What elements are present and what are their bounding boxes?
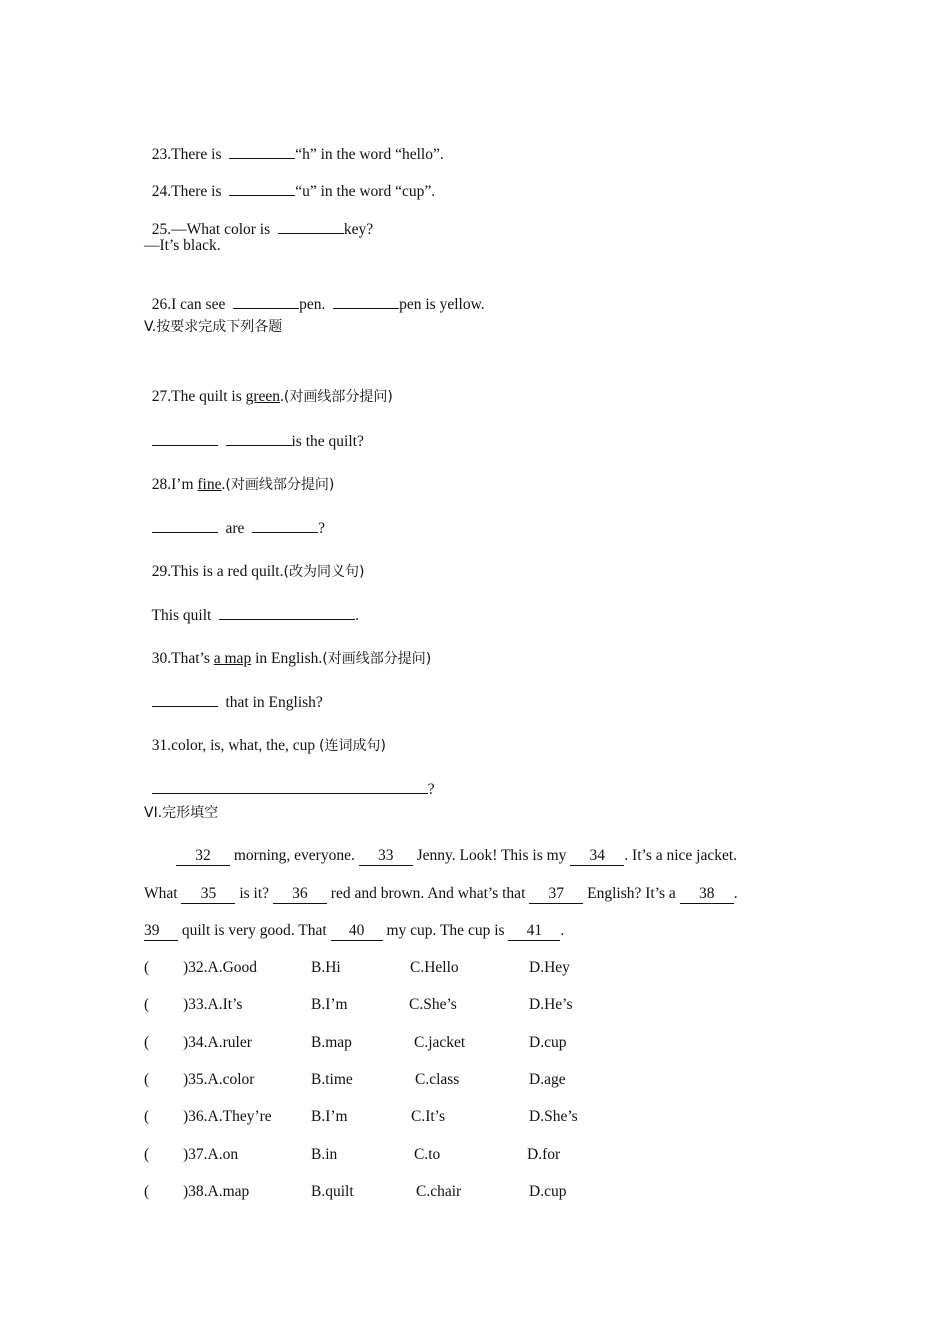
option-c[interactable]: C.She’s xyxy=(409,996,457,1013)
option-d[interactable]: D.cup xyxy=(529,1183,567,1200)
question-27: 27.The quilt is green.(对画线部分提问) xyxy=(151,388,393,405)
option-b[interactable]: B.I’m xyxy=(311,996,348,1013)
option-a[interactable]: )38.A.map xyxy=(183,1183,250,1200)
option-c[interactable]: C.Hello xyxy=(410,959,459,976)
option-c[interactable]: C.class xyxy=(415,1071,460,1088)
question-26: 26.I can see pen. pen is yellow. xyxy=(151,296,485,313)
answer-paren[interactable]: ( xyxy=(144,1071,150,1088)
option-a[interactable]: )35.A.color xyxy=(183,1071,255,1088)
question-25-answer: —It’s black. xyxy=(144,237,221,254)
answer-blank[interactable] xyxy=(152,431,218,446)
answer-paren[interactable]: ( xyxy=(144,959,150,976)
question-29-answer-line: This quilt . xyxy=(151,607,359,624)
passage-blank-32[interactable]: 32 xyxy=(176,847,230,866)
question-30-answer-line: that in English? xyxy=(144,672,323,713)
answer-blank[interactable] xyxy=(233,294,299,309)
answer-blank[interactable] xyxy=(252,518,318,533)
option-a[interactable]: )32.A.Good xyxy=(183,959,258,976)
option-b[interactable]: B.quilt xyxy=(311,1183,354,1200)
option-c[interactable]: C.It’s xyxy=(411,1108,446,1125)
answer-blank[interactable] xyxy=(229,181,295,196)
passage-blank-40[interactable]: 40 xyxy=(331,922,383,941)
passage-blank-41[interactable]: 41 xyxy=(508,922,560,941)
question-30: 30.That’s a map in English.(对画线部分提问) xyxy=(151,650,432,667)
option-a[interactable]: )33.A.It’s xyxy=(183,996,243,1013)
option-b[interactable]: B.map xyxy=(311,1034,352,1051)
question-28-answer-line: are ? xyxy=(144,498,325,539)
question-31: 31.color, is, what, the, cup (连词成句) xyxy=(151,737,386,754)
answer-blank[interactable] xyxy=(226,431,292,446)
passage-line-3: 39 quilt is very good. That 40 my cup. The cup is 41 . xyxy=(144,922,565,939)
question-25: 25.—What color is key? xyxy=(151,221,374,238)
answer-blank[interactable] xyxy=(219,605,355,620)
option-b[interactable]: B.Hi xyxy=(311,959,341,976)
option-d[interactable]: D.He’s xyxy=(529,996,573,1013)
answer-blank[interactable] xyxy=(229,144,295,159)
passage-line-2: What 35 is it? 36 red and brown. And what’s that 37 English? It’s a 38 . xyxy=(144,885,738,902)
answer-paren[interactable]: ( xyxy=(144,1146,150,1163)
passage-blank-37[interactable]: 37 xyxy=(529,885,583,904)
answer-blank[interactable] xyxy=(333,294,399,309)
option-c[interactable]: C.chair xyxy=(416,1183,462,1200)
option-d[interactable]: D.She’s xyxy=(529,1108,578,1125)
question-27-answer-line: is the quilt? xyxy=(144,411,364,452)
passage-blank-35[interactable]: 35 xyxy=(181,885,235,904)
passage-blank-33[interactable]: 33 xyxy=(359,847,413,866)
answer-blank[interactable] xyxy=(278,219,344,234)
option-d[interactable]: D.Hey xyxy=(529,959,570,976)
section-title-v: V.按要求完成下列各题 xyxy=(144,319,283,335)
option-b[interactable]: B.time xyxy=(311,1071,353,1088)
option-d[interactable]: D.age xyxy=(529,1071,566,1088)
answer-paren[interactable]: ( xyxy=(144,1183,150,1200)
question-28: 28.I’m fine.(对画线部分提问) xyxy=(151,476,335,493)
answer-blank[interactable] xyxy=(152,779,428,794)
option-d[interactable]: D.cup xyxy=(529,1034,567,1051)
question-24: 24.There is “u” in the word “cup”. xyxy=(151,183,436,200)
option-a[interactable]: )34.A.ruler xyxy=(183,1034,252,1051)
passage-blank-38[interactable]: 38 xyxy=(680,885,734,904)
option-d[interactable]: D.for xyxy=(527,1146,561,1163)
answer-paren[interactable]: ( xyxy=(144,1108,150,1125)
question-29: 29.This is a red quilt.(改为同义句) xyxy=(151,563,365,580)
option-b[interactable]: B.in xyxy=(311,1146,338,1163)
passage-blank-39[interactable]: 39 xyxy=(144,922,178,941)
option-c[interactable]: C.to xyxy=(414,1146,441,1163)
option-b[interactable]: B.I’m xyxy=(311,1108,348,1125)
answer-blank[interactable] xyxy=(152,518,218,533)
answer-paren[interactable]: ( xyxy=(144,1034,150,1051)
answer-blank[interactable] xyxy=(152,692,218,707)
section-title-vi: VI.完形填空 xyxy=(144,805,219,821)
passage-blank-34[interactable]: 34 xyxy=(570,847,624,866)
option-a[interactable]: )37.A.on xyxy=(183,1146,239,1163)
question-23: 23.There is “h” in the word “hello”. xyxy=(151,146,444,163)
passage-blank-36[interactable]: 36 xyxy=(273,885,327,904)
option-a[interactable]: )36.A.They’re xyxy=(183,1108,272,1125)
option-c[interactable]: C.jacket xyxy=(414,1034,466,1051)
question-31-answer-line: ? xyxy=(144,759,435,800)
passage-line-1: 32 morning, everyone. 33 Jenny. Look! This is my 34 . It’s a nice jacket. xyxy=(176,846,737,866)
answer-paren[interactable]: ( xyxy=(144,996,150,1013)
